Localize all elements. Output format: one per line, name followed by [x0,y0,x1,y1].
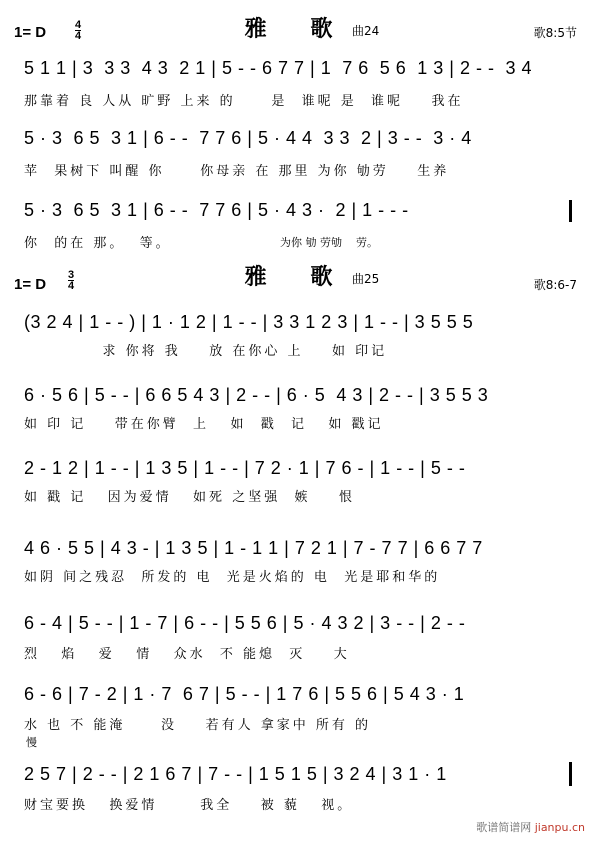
song-title: 雅 歌 [244,16,351,42]
notation-line: 4 6 · 5 5 | 4 3 - | 1 3 5 | 1 - 1 1 | 7 2 1 | 7 - 7 7 | 6 6 7 7 [24,538,483,558]
notation-line: 6 · 5 6 | 5 - - | 6 6 5 4 3 | 2 - - | 6 · 5 4 3 | 2 - - | 3 5 5 3 [24,385,489,405]
score-row [24,534,576,594]
score-row [24,454,576,514]
notation-line: 6 - 6 | 7 - 2 | 1 · 7 6 7 | 5 - - | 1 7 6 | 5 5 6 | 5 4 3 · 1 [24,684,465,704]
score-row [24,200,576,254]
key-signature: 1= D [14,24,47,41]
song-24 [0,0,595,255]
final-barline [569,762,572,786]
scripture-reference: 歌8:5节 [533,26,577,40]
lyrics-line: 如 戳 记 因为爱情 如死 之坚强 嫉 恨 [24,490,355,505]
scripture-reference: 歌8:6-7 [533,278,577,292]
score-row [24,680,576,750]
lyrics-line-secondary: 为你 劬 劳劬 劳。 [280,236,378,249]
score-row [24,128,576,182]
watermark-text: 歌谱简谱网 [476,821,532,834]
lyrics-line: 水 也 不 能淹 没 若有人 拿家中 所有 的 [24,718,371,733]
lyrics-line: 你 的在 那。 等。 [24,236,172,251]
notation-line: 5 · 3 6 5 3 1 | 6 - - 7 7 6 | 5 · 4 3 · 2 | 1 - - - [24,200,409,220]
song-header [0,10,595,50]
time-signature: $\frac{3}{4}$ [68,269,75,292]
time-signature: $\frac{4}{4}$ [75,19,82,42]
notation-line: 5 1 1 | 3 3 3 4 3 2 1 | 5 - - 6 7 7 | 1 7 6 5 6 1 3 | 2 - - 3 4 [24,58,532,78]
notation-line: 2 5 7 | 2 - - | 2 1 6 7 | 7 - - | 1 5 1 5 | 3 2 4 | 3 1 · 1 [24,764,447,784]
song-header [0,258,595,298]
notation-line: 2 - 1 2 | 1 - - | 1 3 5 | 1 - - | 7 2 · 1 | 7 6 - | 1 - - | 5 - - [24,458,466,478]
lyrics-line: 如 印 记 带在你臂 上 如 戳 记 如 戳记 [24,417,384,432]
notation-line: 6 - 4 | 5 - - | 1 - 7 | 6 - - | 5 5 6 | 5 · 4 3 2 | 3 - - | 2 - - [24,613,466,633]
tune-number: 曲24 [352,24,380,38]
song-25 [0,258,595,841]
final-barline [569,200,572,222]
notation-line: (3 2 4 | 1 - - ) | 1 · 1 2 | 1 - - | 3 3 1 2 3 | 1 - - | 3 5 5 5 [24,312,474,332]
notation-line: 5 · 3 6 5 3 1 | 6 - - 7 7 6 | 5 · 4 4 3 3 2 | 3 - - 3 · 4 [24,128,472,148]
score-row [24,609,576,669]
score-row [24,760,576,820]
key-signature: 1= D [14,276,47,293]
tune-number: 曲25 [352,272,380,286]
lyrics-line: 烈 焰 爱 情 众水 不 能熄 灭 大 [24,647,350,662]
song-title: 雅 歌 [244,264,351,290]
score-row [24,381,576,441]
lyrics-line: 如阴 间之残忍 所发的 电 光是火焰的 电 光是耶和华的 [24,570,441,585]
watermark-site: jianpu.cn [534,821,585,834]
lyrics-line: 财宝要换 换爱情 我全 被 藐 视。 [24,798,354,813]
lyrics-line: 苹 果树下 叫醒 你 你母亲 在 那里 为你 劬劳 生养 [24,164,450,179]
site-watermark [476,819,585,835]
score-row [24,308,576,368]
tempo-marking: 慢 [26,736,37,749]
lyrics-line: 求 你将 我 放 在你心 上 如 印记 [24,344,388,359]
score-row [24,58,576,112]
lyrics-line: 那靠着 良 人从 旷野 上来 的 是 谁呢 是 谁呢 我在 [24,94,464,109]
